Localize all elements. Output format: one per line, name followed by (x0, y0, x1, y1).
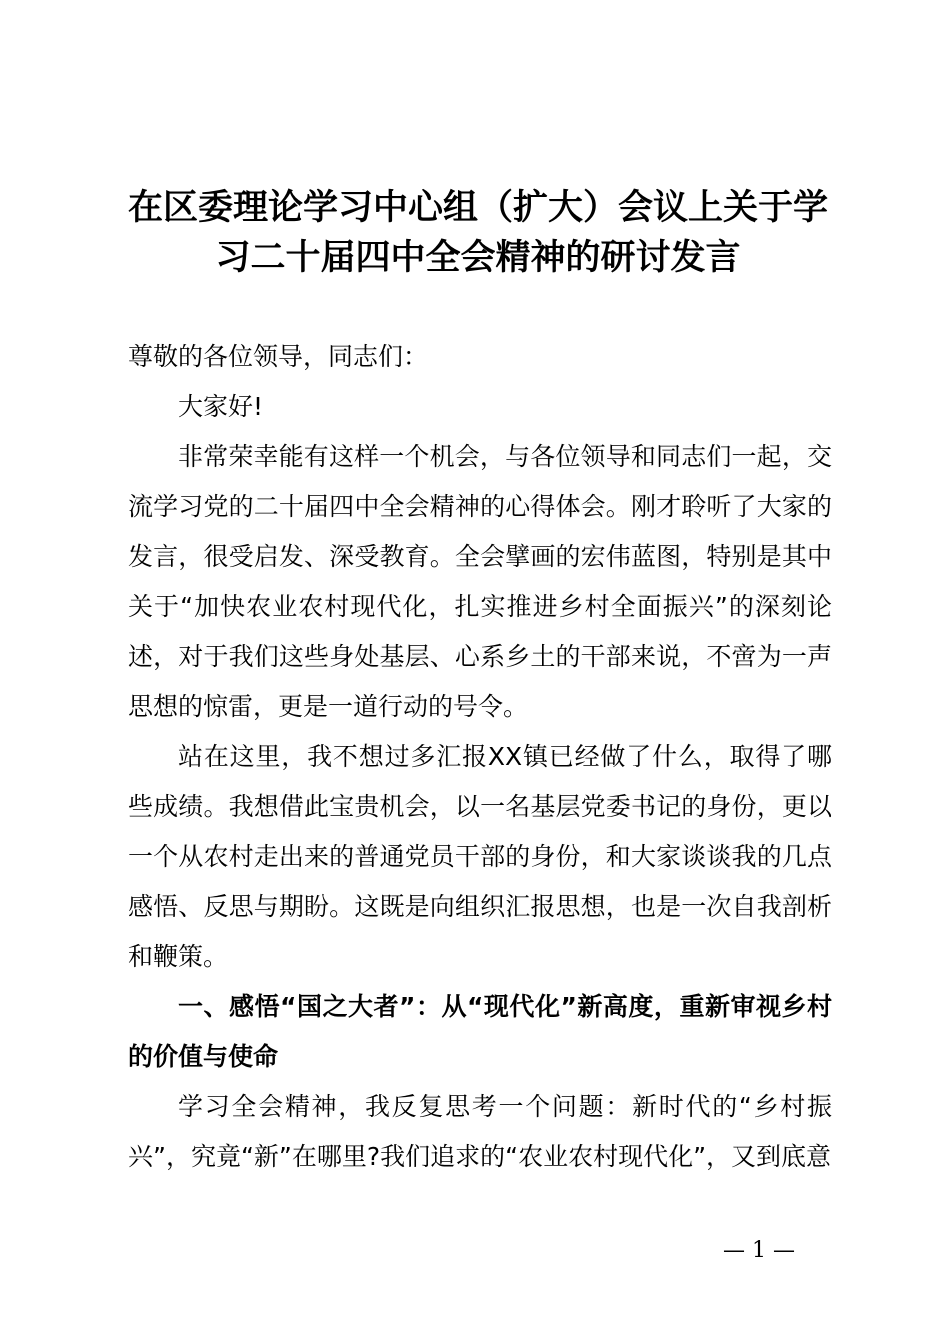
page-number: — 1 — (723, 1238, 795, 1263)
paragraph: 站在这里，我不想过多汇报XX镇已经做了什么，取得了哪些成绩。我想借此宝贵机会，以一名基层党委书记的身份，更以一个从农村走出来的普通党员干部的身份，和大家谈谈我的几点感悟、反思与期盼。这既是向组织汇报思想，也是一次自我剖析和鞭策。 (128, 742, 832, 971)
greeting: 大家好! (178, 392, 264, 421)
title-line-2: 习二十届四中全会精神的研讨发言 (215, 238, 741, 278)
section-heading: 一、感悟“国之大者”：从“现代化”新高度，重新审视乡村的价值与使命 (128, 992, 832, 1071)
paragraph: 非常荣幸能有这样一个机会，与各位领导和同志们一起，交流学习党的二十届四中全会精神的心得体会。刚才聆听了大家的发言，很受启发、深受教育。全会擘画的宏伟蓝图，特别是其中关于“加快农业农村现代化，扎实推进乡村全面振兴”的深刻论述，对于我们这些身处基层、心系乡土的干部来说，不啻为一声思想的惊雷，更是一道行动的号令。 (128, 442, 832, 721)
document-body (128, 332, 832, 1182)
paragraph: 学习全会精神，我反复思考一个问题：新时代的“乡村振兴”，究竟“新”在哪里?我们追求的“农业农村现代化”，又到底意 (128, 1092, 832, 1171)
salutation: 尊敬的各位领导，同志们： (128, 342, 429, 371)
document-title (100, 183, 856, 283)
title-line-1: 在区委理论学习中心组（扩大）会议上关于学 (127, 188, 828, 228)
